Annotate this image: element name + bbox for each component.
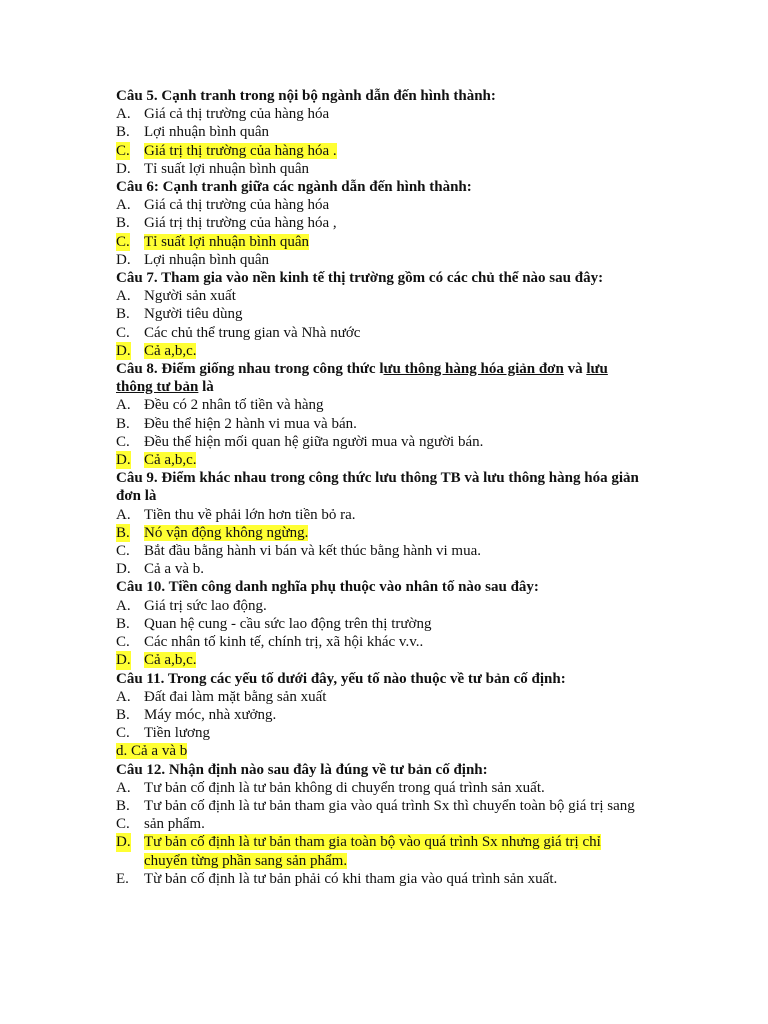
- answer-option: [116, 415, 646, 433]
- option-text: Cả a,b,c.: [144, 652, 197, 669]
- option-label: D.: [116, 834, 131, 851]
- option-label: B.: [116, 706, 130, 723]
- question-title: Câu 7. Tham gia vào nền kinh tế thị trường gồm có các chủ thể nào sau đây:: [116, 270, 604, 287]
- option-label: B.: [116, 215, 130, 232]
- option-text: Lợi nhuận bình quân: [144, 124, 269, 141]
- question-block: [116, 360, 646, 469]
- option-text: Các chủ thể trung gian và Nhà nước: [144, 324, 361, 341]
- option-label: A.: [116, 106, 131, 123]
- option-label: C.: [116, 725, 130, 742]
- option-content: [144, 634, 423, 650]
- answer-option: [116, 706, 646, 724]
- option-text: Tiền thu về phải lớn hơn tiền bỏ ra.: [144, 506, 356, 523]
- option-content: [144, 707, 276, 723]
- answer-option: [116, 214, 646, 232]
- answer-option: [116, 142, 646, 160]
- option-text: Nó vận động không ngừng.: [144, 524, 309, 541]
- option-label: A.: [116, 688, 131, 705]
- answer-option: [116, 542, 646, 560]
- option-label: C.: [116, 142, 130, 159]
- option-text: Giá trị thị trường của hàng hóa ,: [144, 215, 337, 232]
- option-label: D.: [116, 452, 131, 469]
- option-label: C.: [116, 324, 130, 341]
- answer-option: [116, 251, 646, 269]
- option-text: Cả a và b.: [144, 561, 204, 578]
- option-content: [144, 288, 236, 304]
- answer-option: [116, 396, 646, 414]
- option-label: B.: [116, 306, 130, 323]
- option-text: Từ bản cố định là tư bản phải có khi tham gia vào quá trình sản xuất.: [144, 870, 558, 887]
- question-title: [116, 360, 646, 396]
- answer-option: [116, 688, 646, 706]
- option-content: [144, 725, 210, 741]
- answer-option: [116, 815, 646, 833]
- option-content: [144, 452, 196, 468]
- option-label: D.: [116, 342, 131, 359]
- answer-option: [116, 870, 646, 888]
- question-block: [116, 578, 646, 669]
- option-content: [144, 416, 357, 432]
- option-label: B.: [116, 124, 130, 141]
- option-text: Cả a,b,c.: [144, 452, 197, 469]
- answer-option: [116, 524, 646, 542]
- option-label: C.: [116, 543, 130, 560]
- question-block: [116, 469, 646, 578]
- option-text: Tỉ suất lợi nhuận bình quân: [144, 233, 309, 250]
- option-content: [144, 652, 196, 668]
- question-block: [116, 670, 646, 761]
- option-content: [144, 397, 324, 413]
- answer-line: [116, 742, 646, 760]
- option-label: D.: [116, 251, 131, 268]
- question-title: Câu 11. Trong các yếu tố dưới đây, yếu tố nào thuộc về tư bản cố định:: [116, 670, 566, 687]
- option-text: Tư bản cố định là tư bản tham gia vào quá trình Sx thì chuyển toàn bộ giá trị sang: [144, 797, 635, 814]
- option-label: A.: [116, 506, 131, 523]
- option-content: [144, 598, 267, 614]
- option-content: [144, 780, 545, 796]
- option-text: Các nhân tố kinh tế, chính trị, xã hội khác v.v..: [144, 634, 424, 651]
- option-content: [144, 543, 481, 559]
- option-content: [144, 834, 601, 868]
- answer-option: [116, 123, 646, 141]
- option-text: Giá trị sức lao động.: [144, 597, 267, 614]
- option-content: [144, 252, 269, 268]
- question-title-part: Câu 8. Điểm giống nhau trong công thức l: [116, 361, 384, 378]
- question-title-part: lưu thông tư bản: [116, 361, 608, 396]
- answer-option: [116, 560, 646, 578]
- option-label: D.: [116, 160, 131, 177]
- question-title: Câu 12. Nhận định nào sau đây là đúng về tư bản cố định:: [116, 761, 488, 778]
- option-text: Đều thể hiện 2 hành vi mua và bán.: [144, 415, 357, 432]
- option-text: Giá trị thị trường của hàng hóa .: [144, 142, 337, 159]
- option-label: D.: [116, 652, 131, 669]
- answer-option: [116, 597, 646, 615]
- question-title: Câu 6: Cạnh tranh giữa các ngành dẫn đến hình thành:: [116, 179, 472, 196]
- answer-option: [116, 305, 646, 323]
- option-text: Tỉ suất lợi nhuận bình quân: [144, 160, 309, 177]
- option-content: [144, 234, 309, 250]
- answer-option: [116, 342, 646, 360]
- option-content: [144, 161, 309, 177]
- answer-text: d. Cả a và b: [116, 743, 188, 760]
- option-content: [144, 343, 196, 359]
- option-label: A.: [116, 779, 131, 796]
- answer-option: [116, 451, 646, 469]
- answer-option: [116, 633, 646, 651]
- question-title: Câu 10. Tiền công danh nghĩa phụ thuộc vào nhân tố nào sau đây:: [116, 579, 539, 596]
- option-content: [144, 689, 326, 705]
- option-content: [144, 525, 308, 541]
- option-text: Đều có 2 nhân tố tiền và hàng: [144, 397, 324, 414]
- question-block: [116, 761, 646, 888]
- option-content: [144, 816, 205, 832]
- option-label: B.: [116, 524, 130, 541]
- option-text: Tư bản cố định là tư bản không di chuyển trong quá trình sản xuất.: [144, 779, 545, 796]
- option-content: [144, 507, 356, 523]
- option-label: C.: [116, 433, 130, 450]
- option-label: D.: [116, 561, 131, 578]
- option-content: [144, 325, 360, 341]
- answer-option: [116, 615, 646, 633]
- option-text: Bắt đầu bằng hành vi bán và kết thúc bằng hành vi mua.: [144, 543, 481, 560]
- option-text: sản phẩm.: [144, 816, 205, 833]
- option-text: Quan hệ cung - cầu sức lao động trên thị trường: [144, 615, 432, 632]
- answer-option: [116, 324, 646, 342]
- option-label: C.: [116, 634, 130, 651]
- answer-option: [116, 833, 646, 869]
- option-label: B.: [116, 797, 130, 814]
- option-content: [144, 798, 635, 814]
- option-content: [144, 434, 483, 450]
- question-title-part: và: [563, 361, 587, 378]
- option-content: [144, 106, 329, 122]
- question-title: Câu 9. Điểm khác nhau trong công thức lưu thông TB và lưu thông hàng hóa giản đơn là: [116, 470, 639, 505]
- answer-option: [116, 506, 646, 524]
- option-text: Người tiêu dùng: [144, 306, 243, 323]
- question-block: [116, 269, 646, 360]
- option-label: E.: [116, 870, 129, 887]
- option-content: [144, 306, 243, 322]
- option-content: [144, 561, 204, 577]
- option-label: A.: [116, 197, 131, 214]
- option-text: Tư bản cố định là tư bản tham gia toàn bộ vào quá trình Sx nhưng giá trị chỉ chuyển từng phần sang sản phẩm.: [144, 834, 601, 869]
- option-text: Máy móc, nhà xưởng.: [144, 706, 277, 723]
- answer-option: [116, 797, 646, 815]
- answer-option: [116, 105, 646, 123]
- option-content: [144, 197, 329, 213]
- option-content: [144, 616, 431, 632]
- option-text: Tiền lương: [144, 725, 210, 742]
- option-label: C.: [116, 816, 130, 833]
- option-text: Người sản xuất: [144, 288, 236, 305]
- option-content: [144, 871, 557, 887]
- answer-option: [116, 779, 646, 797]
- option-label: A.: [116, 397, 131, 414]
- answer-option: [116, 433, 646, 451]
- option-label: A.: [116, 288, 131, 305]
- document-body: [116, 87, 646, 888]
- question-block: [116, 178, 646, 269]
- question-title-part: là: [198, 379, 214, 396]
- option-text: Cả a,b,c.: [144, 342, 197, 359]
- answer-option: [116, 287, 646, 305]
- answer-option: [116, 233, 646, 251]
- option-label: B.: [116, 615, 130, 632]
- option-content: [144, 124, 269, 140]
- question-title-part: ưu thông hàng hóa giản đơn: [383, 361, 564, 378]
- option-text: Giá cả thị trường của hàng hóa: [144, 106, 330, 123]
- option-text: Đều thể hiện mối quan hệ giữa người mua và người bán.: [144, 433, 484, 450]
- option-text: Giá cả thị trường của hàng hóa: [144, 197, 330, 214]
- option-content: [144, 215, 337, 231]
- answer-option: [116, 160, 646, 178]
- answer-option: [116, 196, 646, 214]
- option-label: A.: [116, 597, 131, 614]
- option-text: Lợi nhuận bình quân: [144, 251, 269, 268]
- option-text: Đất đai làm mặt bằng sản xuất: [144, 688, 327, 705]
- option-content: [144, 143, 337, 159]
- question-title: Câu 5. Cạnh tranh trong nội bộ ngành dẫn đến hình thành:: [116, 88, 496, 104]
- answer-option: [116, 724, 646, 742]
- option-label: C.: [116, 233, 130, 250]
- question-block: [116, 87, 646, 178]
- answer-option: [116, 651, 646, 669]
- option-label: B.: [116, 415, 130, 432]
